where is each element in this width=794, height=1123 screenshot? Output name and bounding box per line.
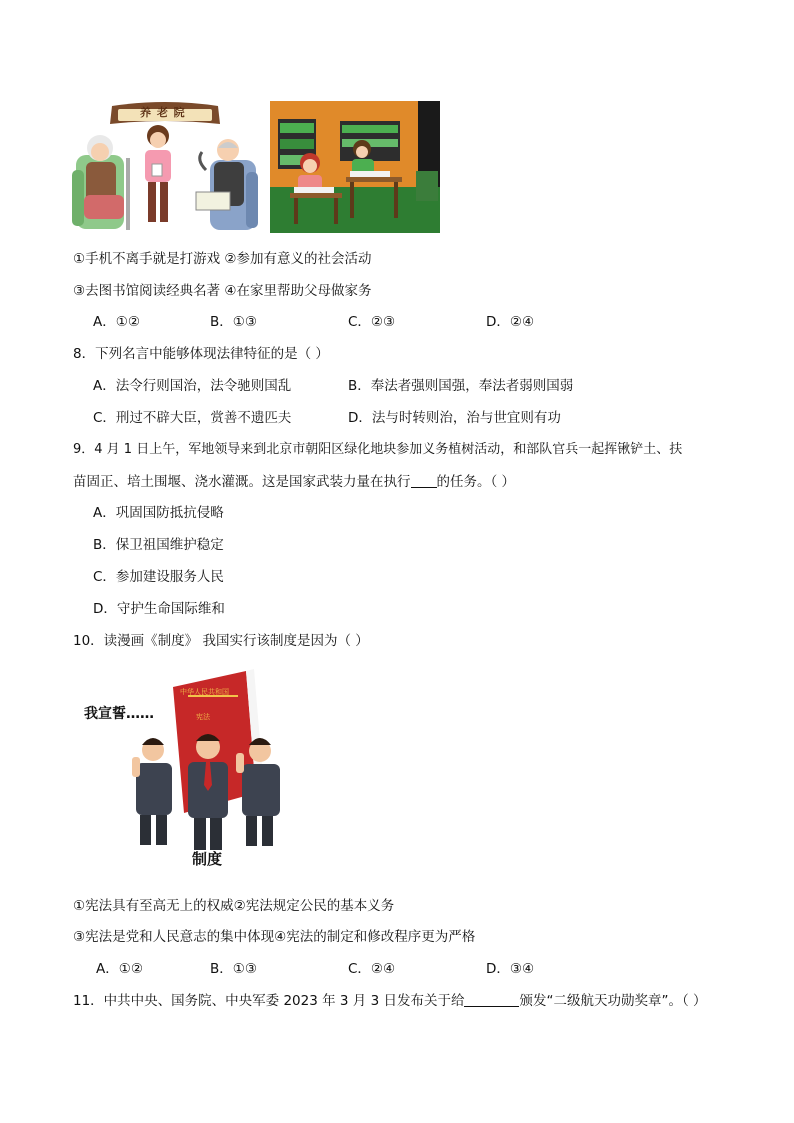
q9-option-c[interactable]: C．参加建设服务人民 bbox=[93, 569, 224, 585]
q10-option-a[interactable]: A．①② bbox=[96, 961, 143, 977]
q9-option-a[interactable]: A．巩固国防抵抗侵略 bbox=[93, 505, 224, 521]
cartoon-caption: 制度 bbox=[192, 850, 223, 868]
q10-statements-line1: ①宪法具有至高无上的权威②宪法规定公民的基本义务 bbox=[73, 898, 395, 914]
q10-stem: 10．读漫画《制度》 我国实行该制度是因为（ ） bbox=[73, 633, 369, 649]
nursing-home-sign-text: 养 老 院 bbox=[140, 106, 186, 119]
cartoon-speech-text: 我宣誓…… bbox=[84, 706, 154, 722]
q9-stem-after-blank: 的任务。（ ） bbox=[436, 474, 516, 490]
q11-stem-after-blank: 颁发“二级航天功勋奖章”。（ ） bbox=[519, 993, 707, 1009]
q11-stem-before-blank: 11．中共中央、国务院、中央军委 2023 年 3 月 3 日发布关于给 bbox=[73, 993, 465, 1009]
q8-option-b[interactable]: B．奉法者强则国强，奉法者弱则国弱 bbox=[348, 378, 574, 394]
q10-option-d[interactable]: D．③④ bbox=[486, 961, 535, 977]
q10-option-b[interactable]: B．①③ bbox=[210, 961, 257, 977]
q7-statements-line1: ①手机不离手就是打游戏 ②参加有意义的社会活动 bbox=[73, 251, 372, 267]
q9-stem-before-blank: 苗固正、培土围堰、浇水灌溉。这是国家武装力量在执行 bbox=[73, 474, 411, 490]
q8-option-c[interactable]: C．刑过不辟大臣，赏善不遗匹夫 bbox=[93, 410, 292, 426]
q8-option-d[interactable]: D．法与时转则治，治与世宜则有功 bbox=[348, 410, 561, 426]
cartoon-book-subtitle: 宪法 bbox=[196, 713, 210, 721]
q8-stem: 8．下列名言中能够体现法律特征的是（ ） bbox=[73, 346, 329, 362]
q8-option-a[interactable]: A．法令行则国治，法令驰则国乱 bbox=[93, 378, 292, 394]
q7-option-d[interactable]: D．②④ bbox=[486, 314, 535, 330]
library-reading-illustration bbox=[270, 101, 440, 233]
q9-option-d[interactable]: D．守护生命国际维和 bbox=[93, 601, 225, 617]
q7-option-a[interactable]: A．①② bbox=[93, 314, 140, 330]
q11-stem bbox=[73, 992, 707, 1010]
q11-answer-blank bbox=[464, 993, 519, 1007]
q7-statements-line2: ③去图书馆阅读经典名著 ④在家里帮助父母做家务 bbox=[73, 283, 372, 299]
q10-statements-line2: ③宪法是党和人民意志的集中体现④宪法的制定和修改程序更为严格 bbox=[73, 929, 476, 945]
q9-answer-blank bbox=[411, 474, 437, 488]
cartoon-book-title: 中华人民共和国 bbox=[180, 688, 229, 696]
q7-option-b[interactable]: B．①③ bbox=[210, 314, 257, 330]
q7-option-c[interactable]: C．②③ bbox=[348, 314, 396, 330]
q10-option-c[interactable]: C．②④ bbox=[348, 961, 396, 977]
q9-option-b[interactable]: B．保卫祖国维护稳定 bbox=[93, 537, 224, 553]
q9-stem-line1: 9．4 月 1 日上午，军地领导来到北京市朝阳区绿化地块参加义务植树活动，和部队官兵一起挥锹铲土、扶 bbox=[73, 442, 683, 457]
q9-stem-line2 bbox=[73, 473, 515, 491]
